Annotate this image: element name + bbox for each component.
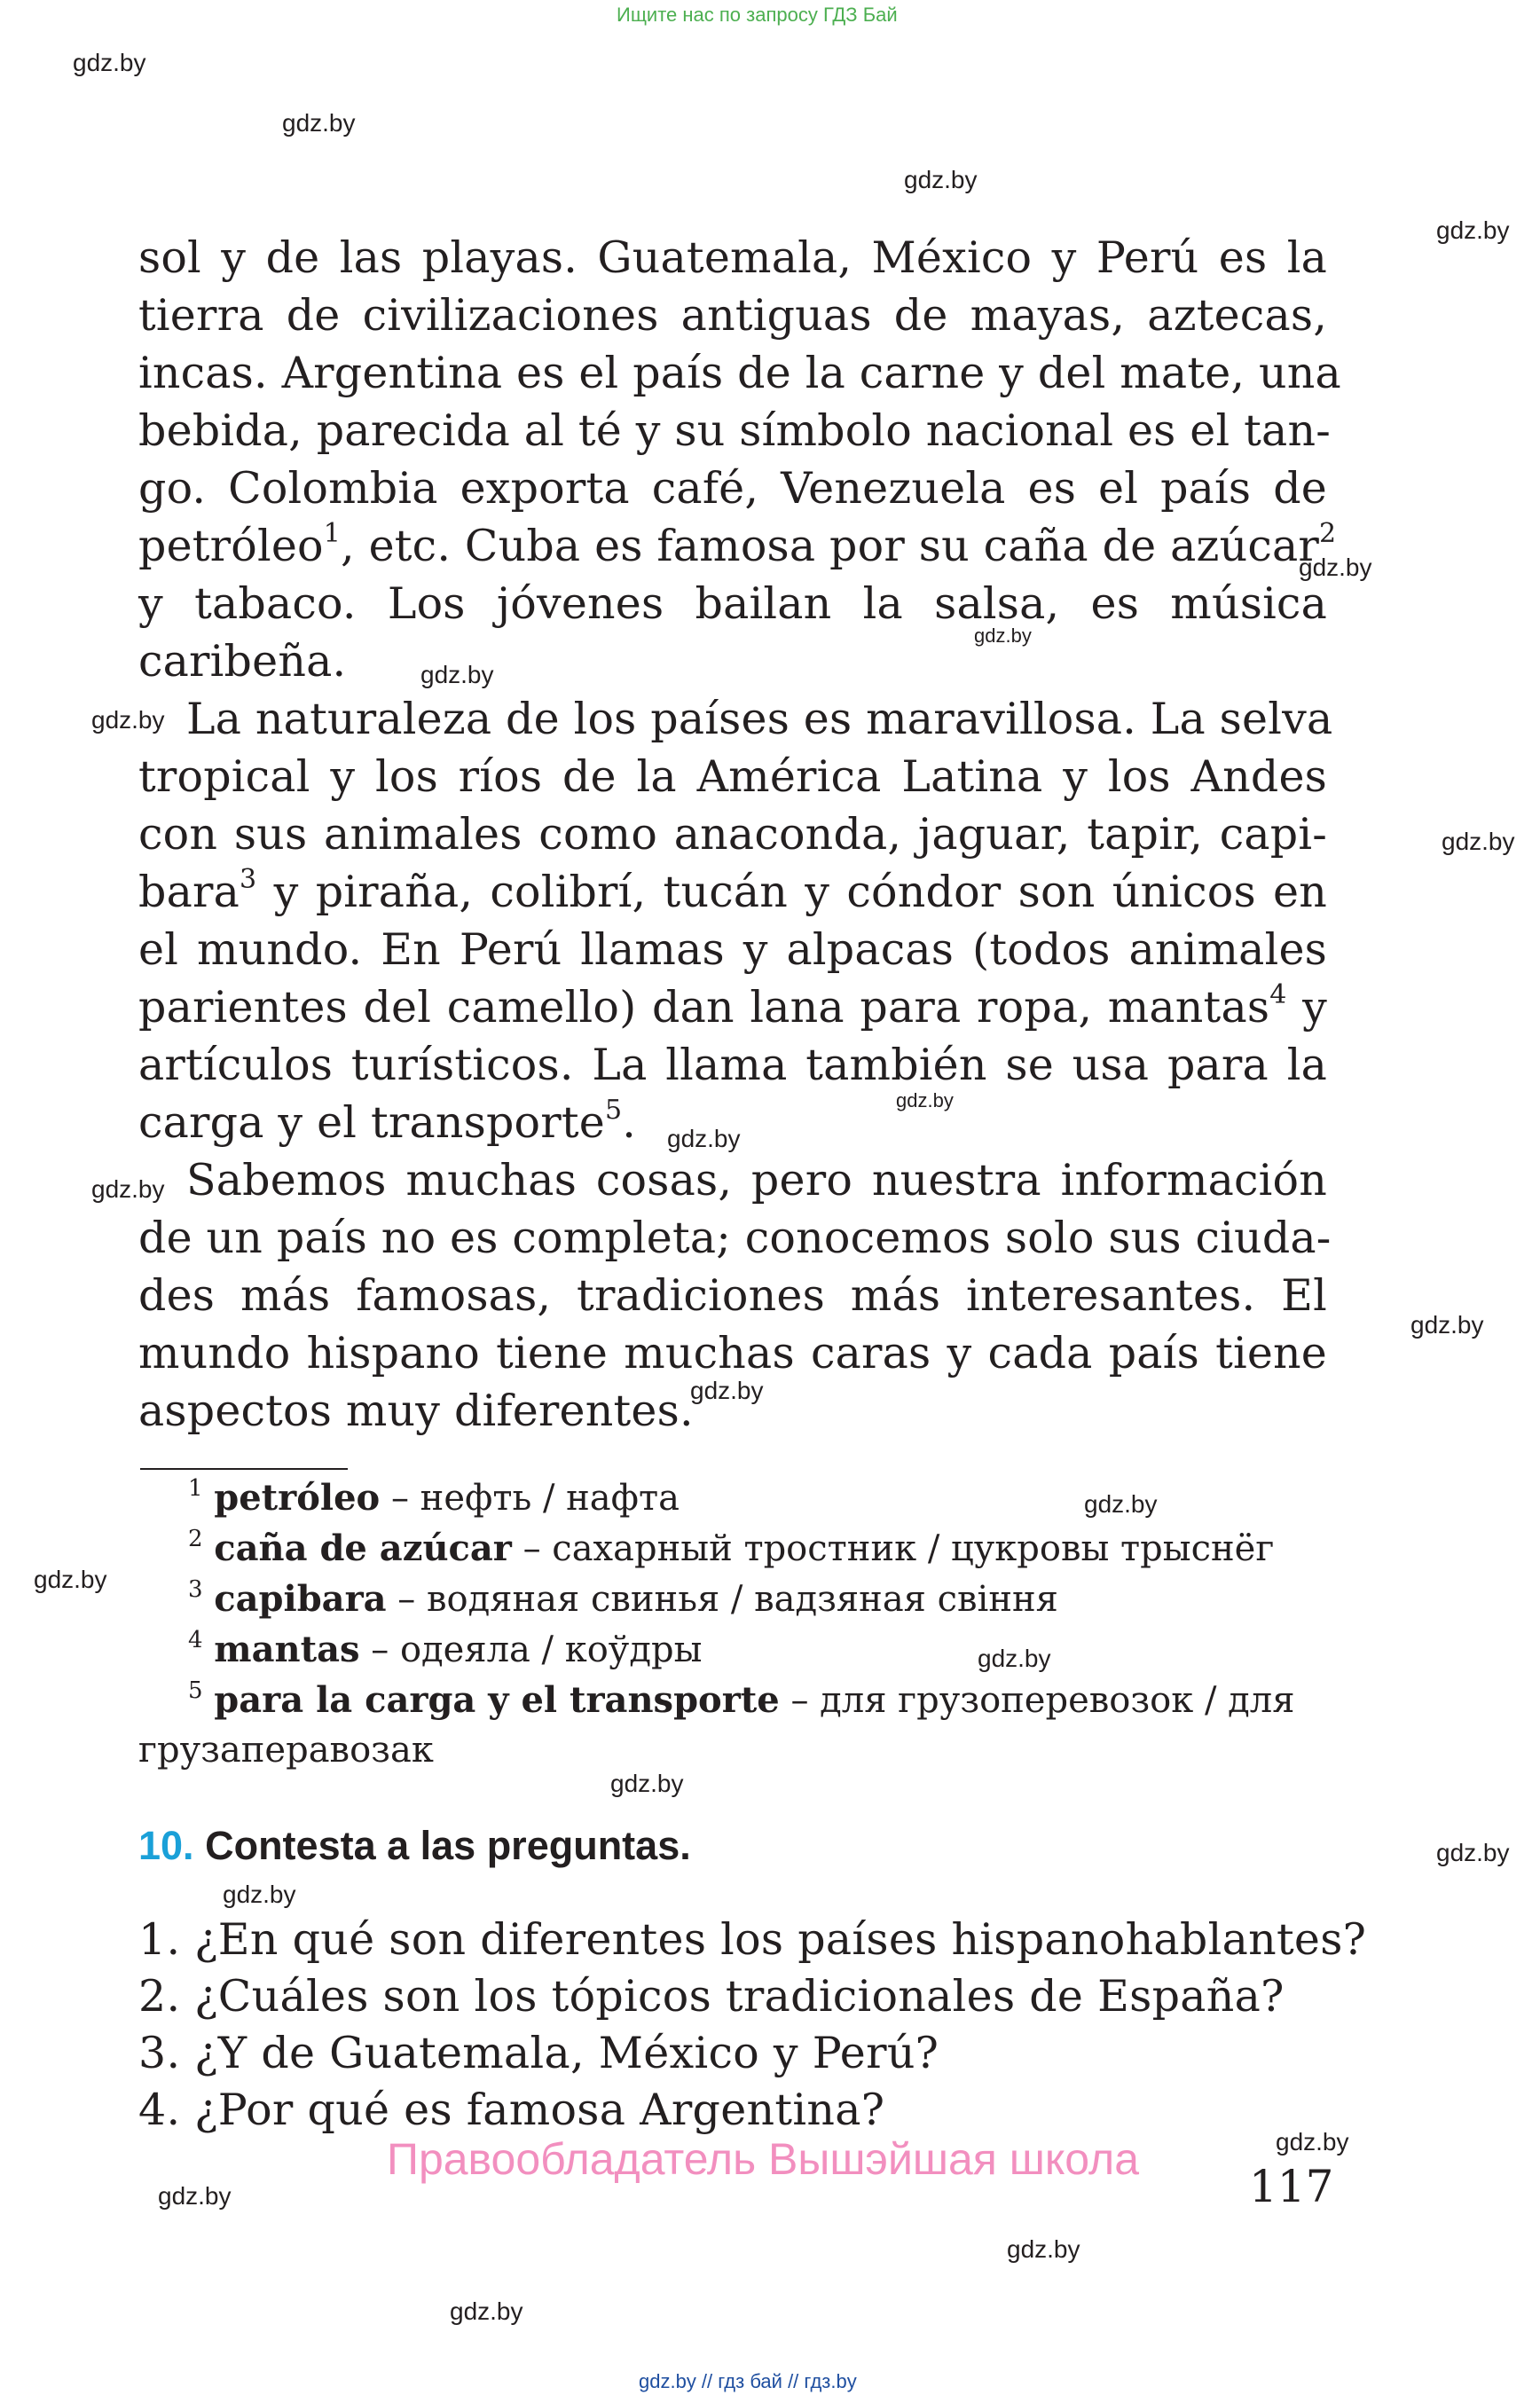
watermark: gdz.by — [1436, 216, 1510, 244]
top-search-note: Ищите нас по запросу ГДЗ Бай — [617, 4, 898, 26]
text-line: petróleo$^1$, etc. Cuba es famosa por su caña de azúcar$^2$ — [138, 517, 1337, 571]
exercise-title: Contesta a las preguntas. — [205, 1823, 691, 1868]
watermark: gdz.by — [450, 2297, 523, 2325]
text-line: artículos turísticos. La llama también se usa para la — [138, 1040, 1327, 1090]
text-line: el mundo. En Perú llamas y alpacas (todos animales — [138, 924, 1327, 975]
watermark: gdz.by — [690, 1377, 764, 1404]
watermark: gdz.by — [896, 1089, 954, 1111]
footnote: $^2$ caña de azúcar – сахарный тростник / цукровы трыснёг — [188, 1525, 1275, 1569]
footnote: $^4$ mantas – одеяла / коўдры — [188, 1626, 703, 1670]
watermark: gdz.by — [158, 2182, 232, 2210]
text-line: Sabemos muchas cosas, pero nuestra información — [186, 1155, 1327, 1205]
footnote-divider — [140, 1468, 348, 1470]
question-item: 3. ¿Y de Guatemala, México y Perú? — [138, 2028, 939, 2078]
text-line: sol y de las playas. Guatemala, México y Perú es la — [138, 232, 1327, 283]
text-line: tropical y los ríos de la América Latina y los Andes — [138, 751, 1327, 802]
footnote-continuation: грузаперавозак — [138, 1730, 434, 1771]
footnote: $^3$ capibara – водяная свинья / вадзяная свіння — [188, 1575, 1058, 1620]
watermark: gdz.by — [1276, 2128, 1349, 2156]
watermark: gdz.by — [1410, 1311, 1484, 1339]
watermark: gdz.by — [91, 706, 165, 734]
watermark: gdz.by — [223, 1881, 296, 1908]
watermark: gdz.by — [420, 661, 494, 688]
page-number: 117 — [1249, 2161, 1334, 2212]
text-line: carga y el transporte$^5$. — [138, 1094, 637, 1148]
watermark: gdz.by — [974, 624, 1032, 647]
text-line: y tabaco. Los jóvenes bailan la salsa, es música — [138, 578, 1327, 629]
exercise-heading — [138, 1823, 691, 1869]
question-item: 4. ¿Por qué es famosa Argentina? — [138, 2085, 885, 2135]
text-line: de un país no es completa; conocemos solo sus ciuda- — [138, 1213, 1332, 1263]
watermark: gdz.by — [34, 1566, 107, 1593]
watermark: gdz.by — [978, 1645, 1051, 1672]
text-line: mundo hispano tiene muchas caras y cada país tiene — [138, 1328, 1327, 1378]
text-line: La naturaleza de los países es maravillosa. La selva — [186, 694, 1333, 744]
watermark: gdz.by — [1436, 1839, 1510, 1866]
text-line: parientes del camello) dan lana para ropa, mantas$^4$ y — [138, 978, 1327, 1033]
watermark: gdz.by — [91, 1175, 165, 1203]
text-line: bebida, parecida al té y su símbolo nacional es el tan- — [138, 405, 1331, 456]
footnote-ref: 1 — [323, 517, 342, 549]
footnote: $^1$ petróleo – нефть / нафта — [188, 1474, 680, 1519]
watermark: gdz.by — [73, 49, 146, 76]
watermark: gdz.by — [1084, 1490, 1158, 1518]
text-line: aspectos muy diferentes. — [138, 1386, 694, 1436]
footnote-ref: 2 — [1319, 517, 1337, 549]
watermark: gdz.by — [610, 1770, 684, 1797]
rights-holder-stamp: Правообладатель Вышэйшая школа — [387, 2134, 1139, 2184]
watermark: gdz.by — [1299, 554, 1372, 581]
text-line: bara$^3$ y piraña, colibrí, tucán y cóndor son únicos en — [138, 863, 1327, 917]
watermark: gdz.by — [1007, 2235, 1080, 2263]
question-item: 2. ¿Cuáles son los tópicos tradicionales de España? — [138, 1971, 1285, 2022]
watermark: gdz.by — [1442, 828, 1515, 855]
footnote: $^5$ para la carga y el transporte – для грузоперевозок / для — [188, 1677, 1295, 1721]
text-line: des más famosas, tradiciones más interesantes. El — [138, 1270, 1327, 1321]
text-line: caribeña. — [138, 636, 347, 687]
watermark: gdz.by — [282, 109, 356, 137]
bottom-site-links[interactable]: gdz.by // гдз бай // гдз.by — [639, 2370, 857, 2392]
watermark: gdz.by — [904, 166, 978, 193]
watermark: gdz.by — [667, 1125, 741, 1152]
question-item: 1. ¿En qué son diferentes los países hispanohablantes? — [138, 1914, 1367, 1965]
exercise-number: 10. — [138, 1823, 194, 1868]
text-line: con sus animales como anaconda, jaguar, tapir, capi- — [138, 809, 1327, 860]
footnote-ref: 5 — [604, 1094, 623, 1126]
text-line: go. Colombia exporta café, Venezuela es el país de — [138, 463, 1327, 514]
text-line: tierra de civilizaciones antiguas de mayas, aztecas, — [138, 290, 1327, 341]
text-line: incas. Argentina es el país de la carne y del mate, una — [138, 348, 1341, 398]
footnote-ref: 4 — [1269, 978, 1287, 1010]
footnote-ref: 3 — [240, 863, 257, 895]
